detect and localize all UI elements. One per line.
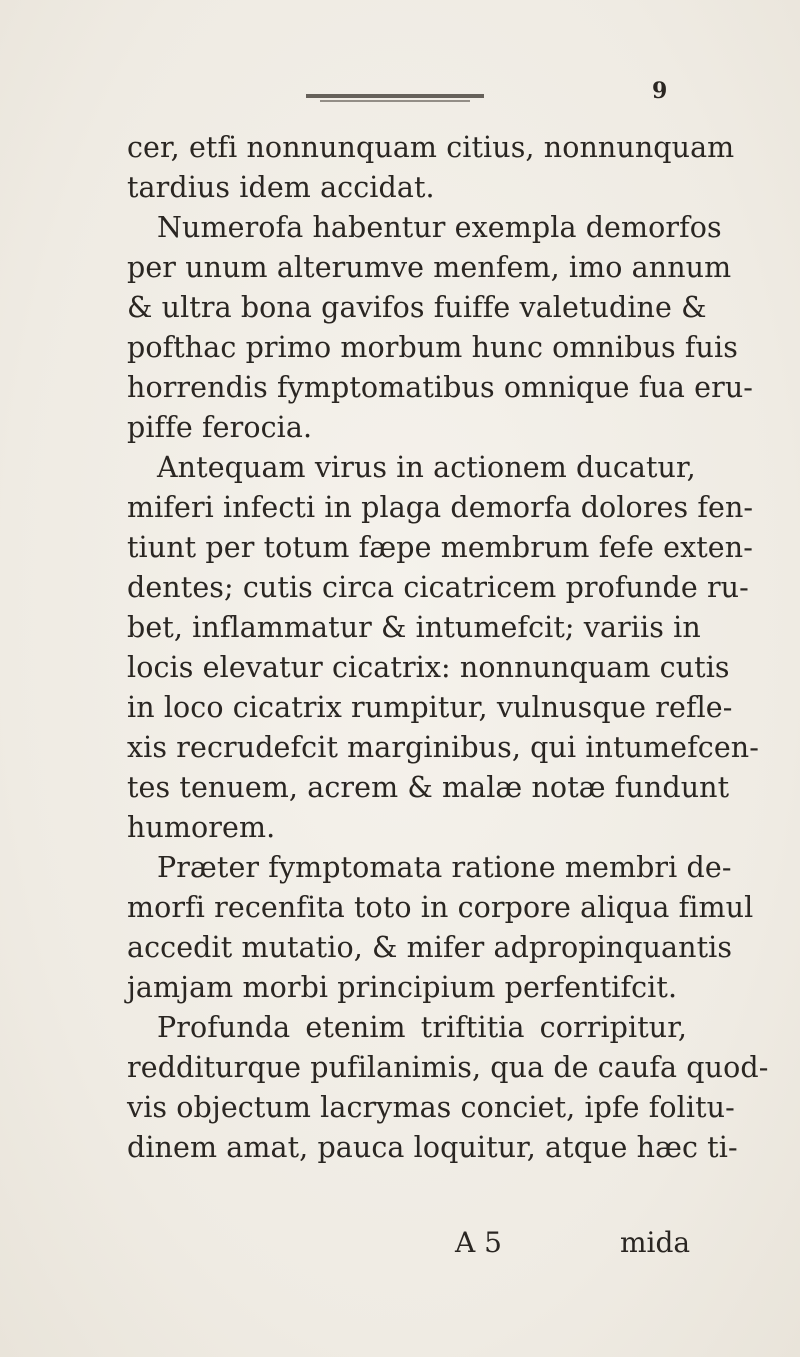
text-line: pofthac primo morbum hunc omnibus fuis [127,331,738,364]
text-line: locis elevatur cicatrix: nonnunquam cutis [127,651,730,684]
text-line: morfi recenfita toto in corpore aliqua fimul [127,891,754,924]
text-line: jamjam morbi principium perfentifcit. [127,971,678,1004]
text-line: tardius idem accidat. [127,171,435,204]
text-line: & ultra bona gavifos fuiffe valetudine & [127,291,707,324]
text-line: horrendis fymptomatibus omnique fua eru- [127,371,754,404]
text-line: accedit mutatio, & mifer adpropinquantis [127,931,733,964]
text-line: per unum alterumve menfem, imo annum [127,251,732,284]
signature-mark: A 5 [455,1226,502,1259]
text-line: bet, inflammatur & intumefcit; variis in [127,611,701,644]
page-number: 9 [652,78,668,104]
text-line: tes tenuem, acrem & malæ notæ fundunt [127,771,730,804]
page-footer [0,1226,800,1270]
header-rule [306,94,484,98]
text-line: xis recrudefcit marginibus, qui intumefcen- [127,731,759,764]
text-line: vis objectum lacrymas conciet, ipfe folitu- [127,1091,735,1124]
header-rule-secondary [320,100,470,102]
text-line: miferi infecti in plaga demorfa dolores fen- [127,491,754,524]
text-line: dentes; cutis circa cicatricem profunde ru- [127,571,749,604]
text-line: Profunda etenim triftitia corripitur, [157,1011,687,1044]
text-line: in loco cicatrix rumpitur, vulnusque refle- [127,691,733,724]
text-line: Præter fymptomata ratione membri de- [157,851,732,884]
catchword: mida [620,1226,691,1259]
text-line: piffe ferocia. [127,411,313,444]
text-line: redditurque pufilanimis, qua de caufa quod- [127,1051,769,1084]
text-line: Numerofa habentur exempla demorfos [157,211,722,244]
text-line: Antequam virus in actionem ducatur, [157,451,696,484]
text-line: tiunt per totum fæpe membrum fefe exten- [127,531,753,564]
text-line: cer, etfi nonnunquam citius, nonnunquam [127,131,735,164]
page-header [0,78,800,116]
text-line: humorem. [127,811,276,844]
text-line: dinem amat, pauca loquitur, atque hæc ti- [127,1131,738,1164]
